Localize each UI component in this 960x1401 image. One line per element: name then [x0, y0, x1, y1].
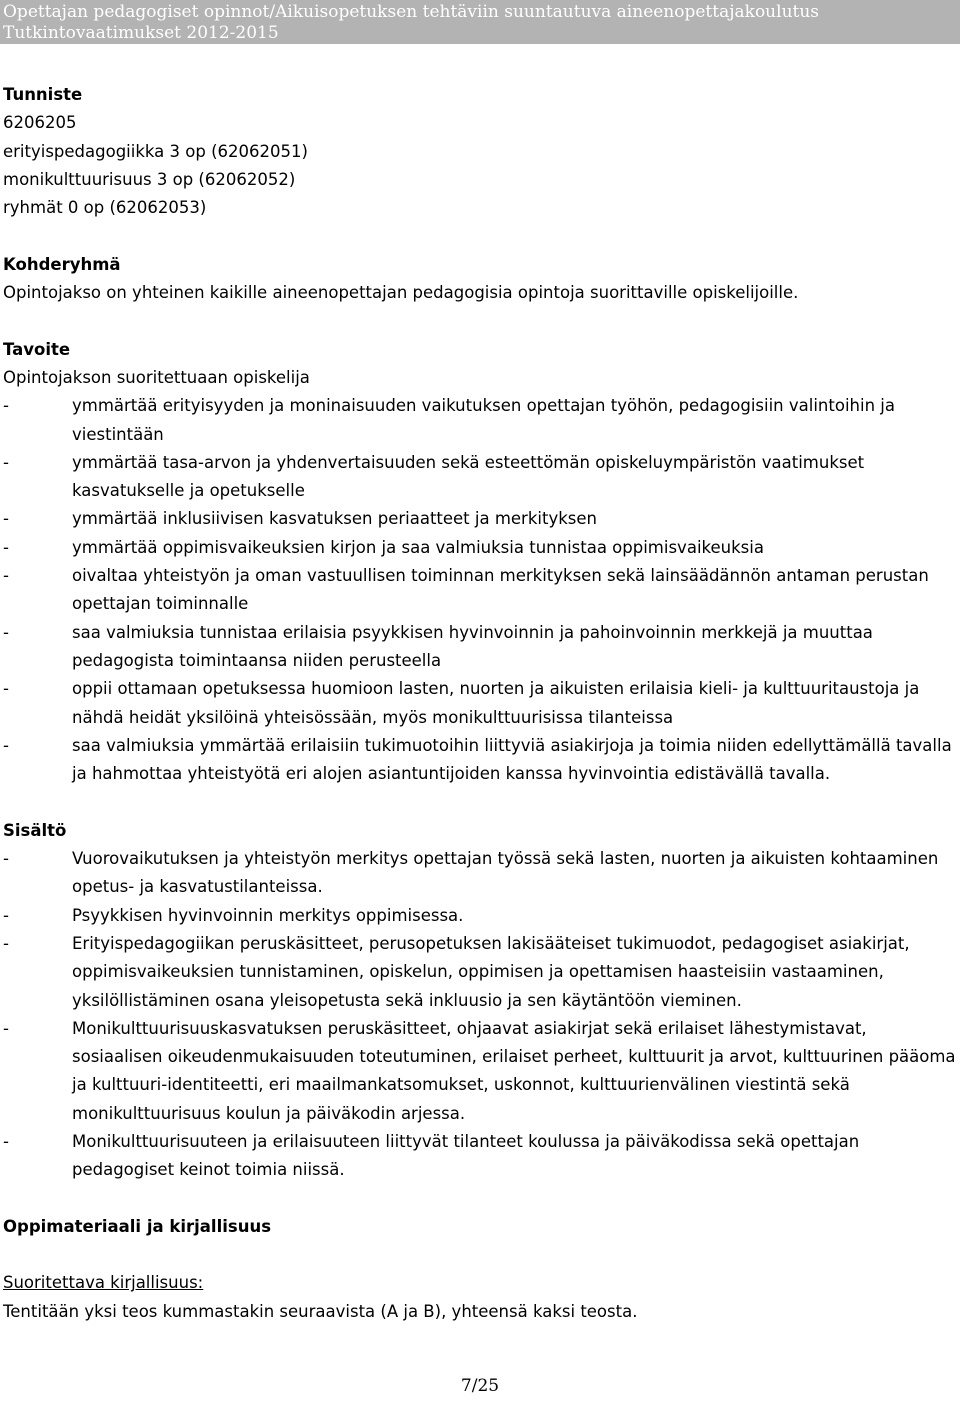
tavoite-heading: Tavoite — [3, 339, 71, 359]
list-item-text: Erityispedagogiikan peruskäsitteet, perusopetuksen lakisääteiset tukimuodot, pedagogiset asiakirjat, oppimisvaikeuksien tunnistaminen, opiskelun, oppimisen ja opettamisen haasteisiin vastaaminen, yksilöllistäminen osana yleisopetusta sekä inkluusio ja sen käytäntöön vieminen. — [72, 933, 910, 1010]
list-item-text: Monikulttuurisuuteen ja erilaisuuteen liittyvät tilanteet koulussa ja päiväkodissa sekä opettajan pedagogiset keinot toimia niissä. — [72, 1131, 860, 1180]
list-item-text: oivaltaa yhteistyön ja oman vastuullisen toiminnan merkityksen sekä lainsäädännön antaman perustan opettajan toiminnalle — [72, 566, 929, 614]
tunniste-line: monikulttuurisuus 3 op (62062052) — [3, 169, 296, 189]
list-dash: - — [3, 1018, 9, 1038]
sisalto-heading: Sisältö — [3, 820, 67, 840]
list-dash: - — [3, 509, 9, 529]
list-item — [3, 732, 958, 789]
list-item — [3, 930, 958, 1015]
list-item — [3, 619, 958, 676]
list-dash: - — [3, 396, 9, 416]
list-item-text: ymmärtää oppimisvaikeuksien kirjon ja saa valmiuksia tunnistaa oppimisvaikeuksia — [72, 537, 764, 557]
list-item — [3, 562, 958, 619]
list-item — [3, 675, 958, 732]
list-dash: - — [3, 566, 9, 586]
list-dash: - — [3, 679, 9, 699]
list-dash: - — [3, 1131, 9, 1151]
list-item — [3, 902, 958, 930]
header-subtitle: Tutkintovaatimukset 2012-2015 — [3, 23, 279, 43]
list-item — [3, 534, 958, 562]
list-item-text: saa valmiuksia tunnistaa erilaisia psyykkisen hyvinvoinnin ja pahoinvoinnin merkkejä ja muuttaa pedagogista toimintaansa niiden perusteella — [72, 622, 873, 670]
list-item — [3, 1128, 958, 1185]
header-title: Opettajan pedagogiset opinnot/Aikuisopetuksen tehtäviin suuntautuva aineenopettajakoulutus — [3, 2, 820, 22]
oppimateriaali-subheading: Suoritettava kirjallisuus: — [3, 1273, 204, 1293]
list-item-text: saa valmiuksia ymmärtää erilaisiin tukimuotoihin liittyviä asiakirjoja ja toimia niiden edellyttämällä tavalla ja hahmottaa yhteistyötä eri alojen asiantuntijoiden kanssa hyvinvointia edistävällä tavalla. — [72, 735, 952, 784]
list-item-text: ymmärtää inklusiivisen kasvatuksen periaatteet ja merkityksen — [72, 509, 597, 529]
list-dash: - — [3, 933, 9, 953]
list-item — [3, 392, 958, 449]
list-dash: - — [3, 849, 9, 869]
oppimateriaali-heading: Oppimateriaali ja kirjallisuus — [3, 1216, 272, 1236]
tunniste-code: 6206205 — [3, 113, 77, 133]
list-item-text: oppii ottamaan opetuksessa huomioon lasten, nuorten ja aikuisten erilaisia kieli- ja kulttuuritaustoja ja nähdä heidät yksilöinä yhteisössään, myös monikulttuurisissa tilanteissa — [72, 679, 920, 727]
list-item-text: Monikulttuurisuuskasvatuksen peruskäsitteet, ohjaavat asiakirjat sekä erilaiset lähestymistavat, sosiaalisen oikeudenmukaisuuden toteutuminen, erilaiset perheet, kulttuurit ja arvot, kulttuurinen pääoma ja kulttuuri-identiteetti, eri maailmankatsomukset, uskonnot, kulttuurienvälinen viestintä sekä monikulttuurisuus koulun ja päiväkodin arjessa. — [72, 1018, 956, 1123]
tavoite-intro: Opintojakson suoritettuaan opiskelija — [3, 367, 310, 387]
list-item-text: ymmärtää erityisyyden ja moninaisuuden vaikutuksen opettajan työhön, pedagogisiin valintoihin ja viestintään — [72, 396, 895, 444]
kohderyhma-heading: Kohderyhmä — [3, 254, 121, 274]
list-dash: - — [3, 905, 9, 925]
list-dash: - — [3, 622, 9, 642]
list-item — [3, 449, 958, 506]
list-dash: - — [3, 537, 9, 557]
tunniste-heading: Tunniste — [3, 85, 83, 104]
tunniste-line: ryhmät 0 op (62062053) — [3, 198, 207, 218]
list-item-text: Psyykkisen hyvinvoinnin merkitys oppimisessa. — [72, 905, 464, 925]
list-item — [3, 1015, 958, 1128]
page-header — [0, 0, 960, 44]
document-body — [3, 81, 958, 1326]
kohderyhma-text: Opintojakso on yhteinen kaikille aineenopettajan pedagogisia opintoja suorittaville opiskelijoille. — [3, 283, 799, 303]
tunniste-line: erityispedagogiikka 3 op (62062051) — [3, 141, 308, 161]
list-item-text: Vuorovaikutuksen ja yhteistyön merkitys opettajan työssä sekä lasten, nuorten ja aikuisten kohtaaminen opetus- ja kasvatustilanteissa. — [72, 849, 939, 897]
oppimateriaali-text: Tentitään yksi teos kummastakin seuraavista (A ja B), yhteensä kaksi teosta. — [3, 1301, 638, 1321]
list-dash: - — [3, 452, 9, 472]
list-item — [3, 845, 958, 902]
list-dash: - — [3, 735, 9, 755]
list-item-text: ymmärtää tasa-arvon ja yhdenvertaisuuden sekä esteettömän opiskeluympäristön vaatimukset kasvatukselle ja opetukselle — [72, 452, 865, 501]
list-item — [3, 505, 958, 533]
page-number: 7/25 — [460, 1376, 500, 1396]
